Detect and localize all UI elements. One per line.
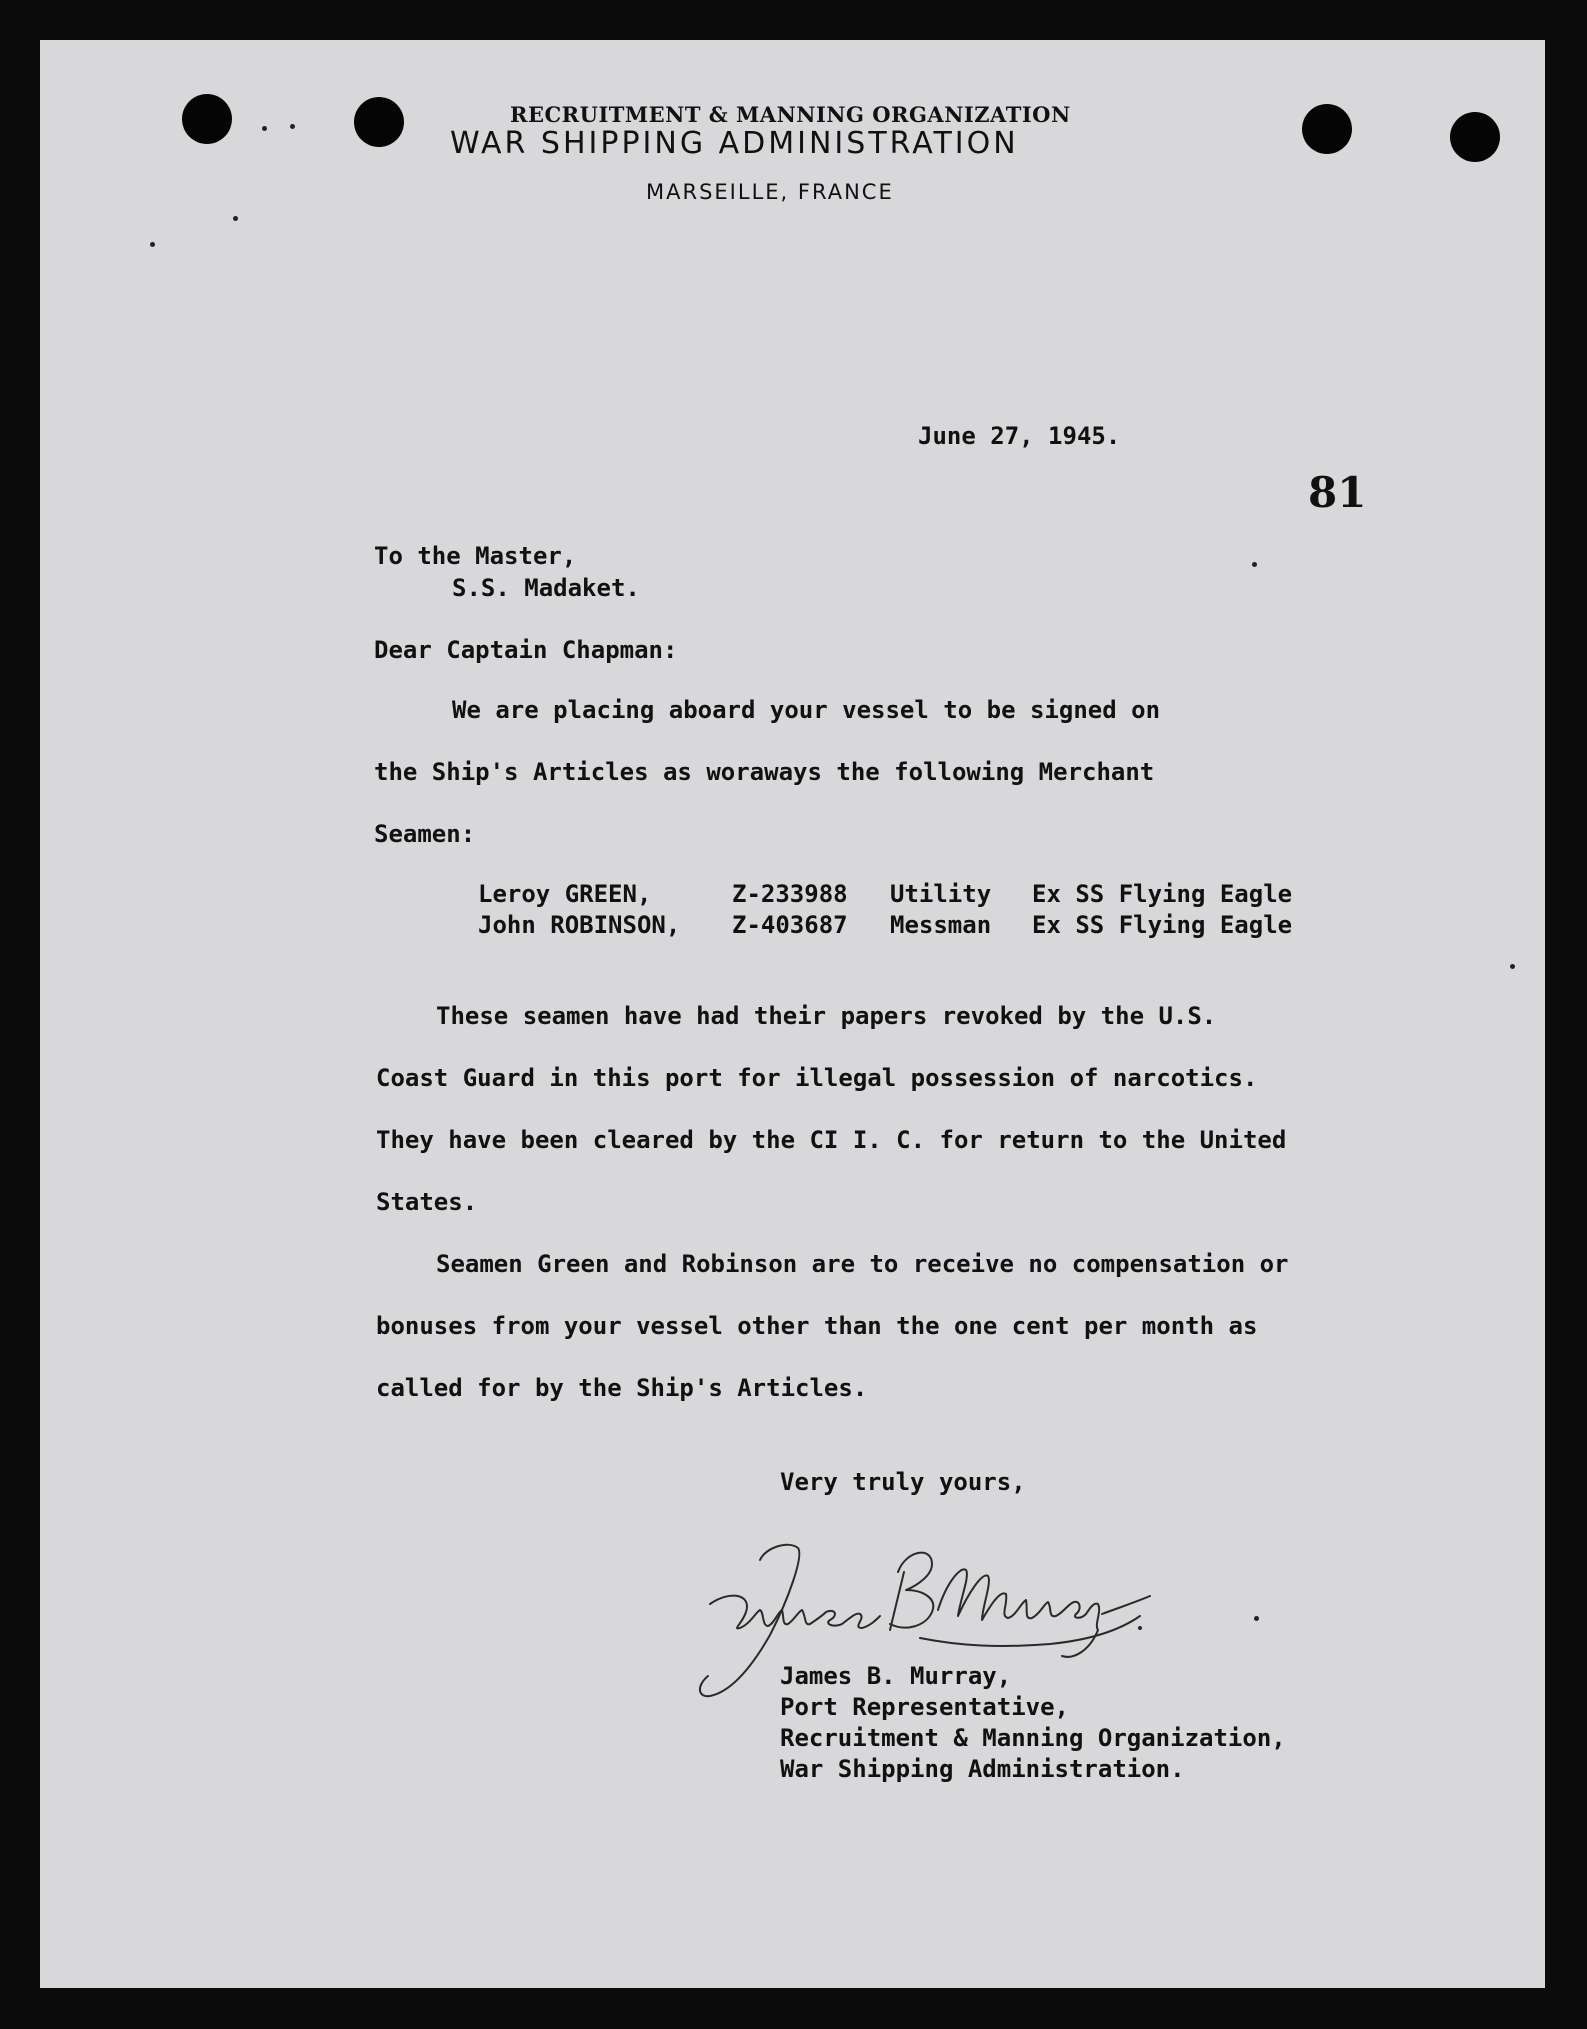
recipient-line-2: S.S. Madaket. [452, 574, 640, 602]
punch-hole [182, 94, 232, 144]
signer-title: Port Representative, [780, 1693, 1069, 1721]
seaman-rating: Utility [890, 879, 992, 908]
letter-page [40, 40, 1545, 1988]
intro-line-3: Seamen: [374, 820, 476, 848]
letterhead-location: MARSEILLE, FRANCE [646, 180, 894, 204]
paper-speck [262, 126, 267, 131]
signer-agency: War Shipping Administration. [780, 1755, 1185, 1783]
letter-date: June 27, 1945. [918, 422, 1121, 450]
seaman-z-number: Z-403687 [732, 910, 848, 939]
paper-speck [1510, 964, 1515, 969]
salutation: Dear Captain Chapman: [374, 636, 678, 664]
seaman-row [478, 909, 1292, 940]
signature [670, 1520, 1230, 1720]
signer-name: James B. Murray, [780, 1662, 1012, 1690]
paper-speck [1252, 562, 1257, 567]
intro-line-2: the Ship's Articles as woraways the following Merchant [374, 758, 1155, 786]
punch-hole [354, 97, 404, 147]
paper-speck [233, 216, 238, 221]
page-number: 81 [1308, 468, 1367, 517]
closing: Very truly yours, [780, 1468, 1026, 1496]
paper-speck [150, 242, 155, 247]
recipient-line-1: To the Master, [374, 542, 577, 570]
seaman-row [478, 878, 1292, 909]
signer-organization: Recruitment & Manning Organization, [780, 1724, 1286, 1752]
seaman-origin: Ex SS Flying Eagle [1032, 879, 1293, 908]
paper-speck [1254, 1616, 1259, 1621]
paragraph2-line-4: States. [376, 1188, 478, 1216]
intro-line-1: We are placing aboard your vessel to be signed on [452, 696, 1161, 724]
paragraph2-line-1: These seamen have had their papers revoked by the U.S. [436, 1002, 1217, 1030]
paragraph2-line-3: They have been cleared by the CI I. C. for return to the United [376, 1126, 1287, 1154]
paper-speck [290, 124, 295, 129]
letterhead-organization: RECRUITMENT & MANNING ORGANIZATION [510, 102, 1071, 127]
paragraph2-line-2: Coast Guard in this port for illegal possession of narcotics. [376, 1064, 1258, 1092]
seamen-list [478, 878, 1292, 940]
seaman-name: Leroy GREEN, [478, 879, 652, 908]
seaman-rating: Messman [890, 910, 992, 939]
seaman-z-number: Z-233988 [732, 879, 848, 908]
paragraph3-line-2: bonuses from your vessel other than the one cent per month as [376, 1312, 1258, 1340]
seaman-name: John ROBINSON, [478, 910, 681, 939]
letterhead-agency: WAR SHIPPING ADMINISTRATION [450, 126, 1019, 161]
paragraph3-line-1: Seamen Green and Robinson are to receive no compensation or [436, 1250, 1289, 1278]
punch-hole [1450, 112, 1500, 162]
paragraph3-line-3: called for by the Ship's Articles. [376, 1374, 868, 1402]
seaman-origin: Ex SS Flying Eagle [1032, 910, 1293, 939]
punch-hole [1302, 104, 1352, 154]
